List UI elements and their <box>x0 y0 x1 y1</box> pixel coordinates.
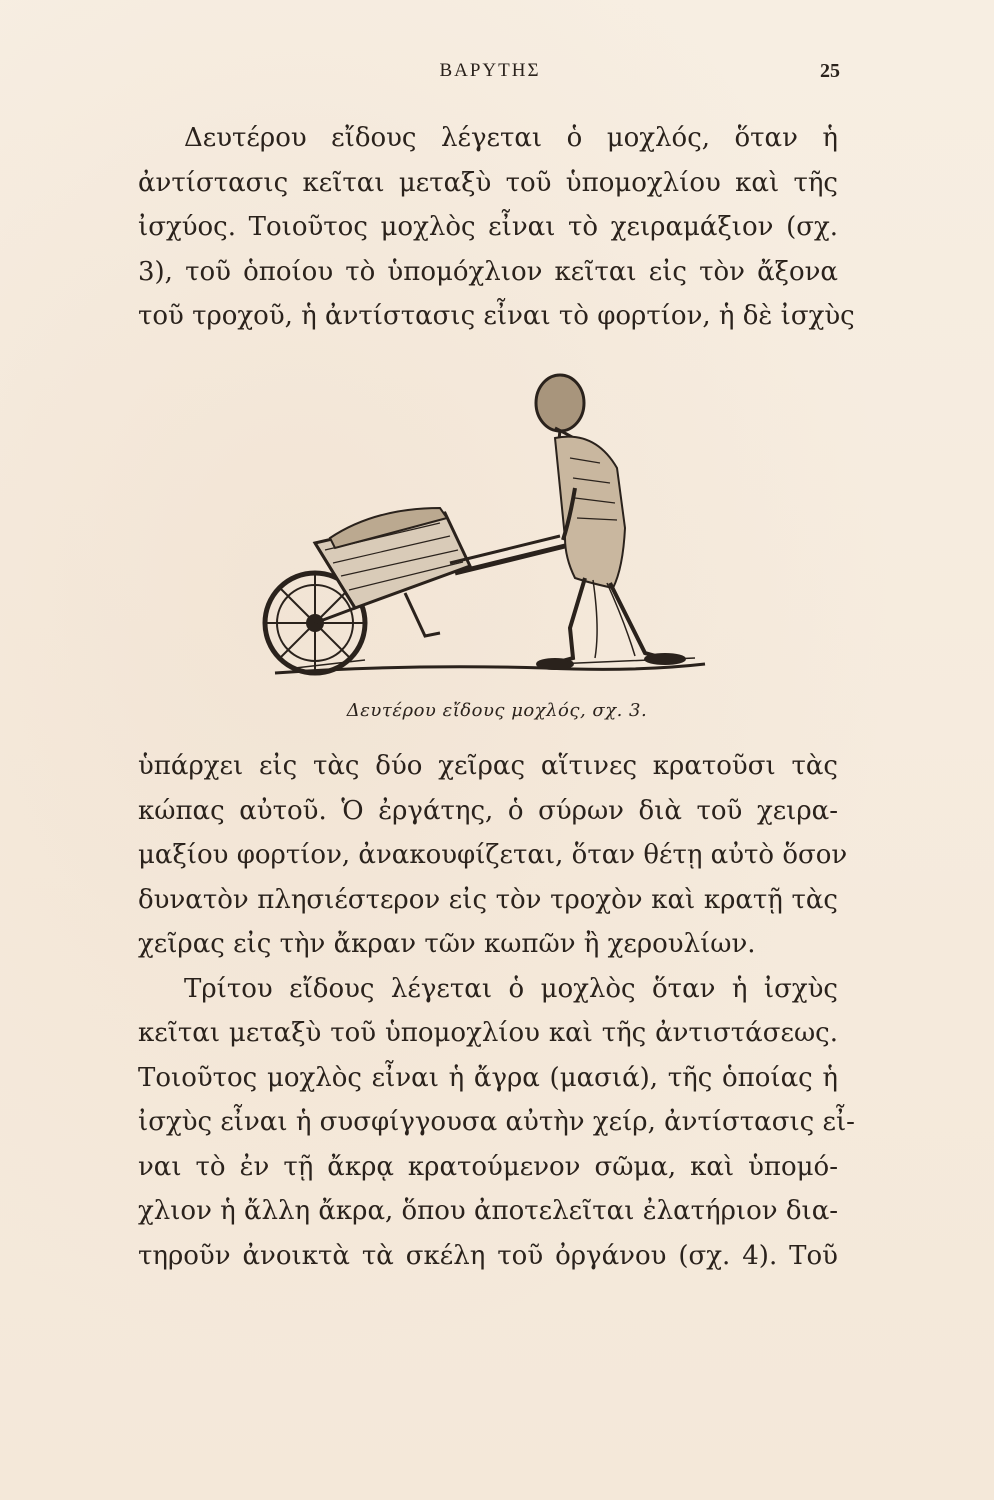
paragraph-continued <box>138 744 855 1278</box>
wheelbarrow-illustration <box>255 368 715 688</box>
page-number: 25 <box>820 60 840 82</box>
text-line: χλιον ἡ ἄλλη ἄκρα, ὅπου ἀποτελεῖται ἐλατήριον δια- <box>138 1196 839 1226</box>
text-line: Τρίτου εἴδους λέγεται ὁ μοχλὸς ὅταν ἡ ἰσχὺς <box>184 973 838 1004</box>
text-line: κεῖται μεταξὺ τοῦ ὑπομοχλίου καὶ τῆς ἀντιστάσεως. <box>138 1018 838 1048</box>
text-line: Τοιοῦτος μοχλὸς εἶναι ἡ ἄγρα (μασιά), τῆς ὁποίας ἡ <box>138 1062 838 1093</box>
text-line: ὑπάρχει εἰς τὰς δύο χεῖρας αἵτινες κρατοῦσι τὰς <box>138 751 838 781</box>
text-line: ναι τὸ ἐν τῇ ἄκρᾳ κρατούμενον σῶμα, καὶ ὑπομό- <box>138 1151 838 1182</box>
paragraph-second-class-lever <box>138 116 855 339</box>
text-line: κώπας αὐτοῦ. Ὁ ἐργάτης, ὁ σύρων διὰ τοῦ χειρα- <box>138 795 838 826</box>
text-line: μαξίου φορτίον, ἀνακουφίζεται, ὅταν θέτῃ αὐτὸ ὅσον <box>138 840 848 870</box>
text-line: ἰσχὺς εἶναι ἡ συσφίγγουσα αὐτὴν χείρ, ἀντίστασις εἶ- <box>138 1107 855 1137</box>
text-line: Δευτέρου εἴδους λέγεται ὁ μοχλός, ὅταν ἡ <box>184 123 838 153</box>
running-title: ΒΑΡΥΤΗΣ <box>439 60 541 81</box>
text-line: τηροῦν ἀνοικτὰ τὰ σκέλη τοῦ ὀργάνου (σχ. 4). Τοῦ <box>138 1240 838 1271</box>
text-line: ἰσχύος. Τοιοῦτος μοχλὸς εἶναι τὸ χειραμάξιον (σχ. <box>138 212 838 242</box>
figure-caption: Δευτέρου εἴδους μοχλός, σχ. 3. <box>346 700 648 721</box>
page-header <box>140 60 840 90</box>
text-line: τοῦ τροχοῦ, ἡ ἀντίστασις εἶναι τὸ φορτίον, ἡ δὲ ἰσχὺς <box>138 301 855 331</box>
text-line: χεῖρας εἰς τὴν ἄκραν τῶν κωπῶν ἢ χερουλίων. <box>138 929 756 959</box>
text-line: ἀντίστασις κεῖται μεταξὺ τοῦ ὑπομοχλίου καὶ τῆς <box>138 167 838 198</box>
wheelbarrow-engraving <box>255 368 715 688</box>
text-line: δυνατὸν πλησιέστερον εἰς τὸν τροχὸν καὶ κρατῇ τὰς <box>138 884 838 915</box>
text-line: 3), τοῦ ὁποίου τὸ ὑπομόχλιον κεῖται εἰς τὸν ἄξονα <box>138 256 838 287</box>
